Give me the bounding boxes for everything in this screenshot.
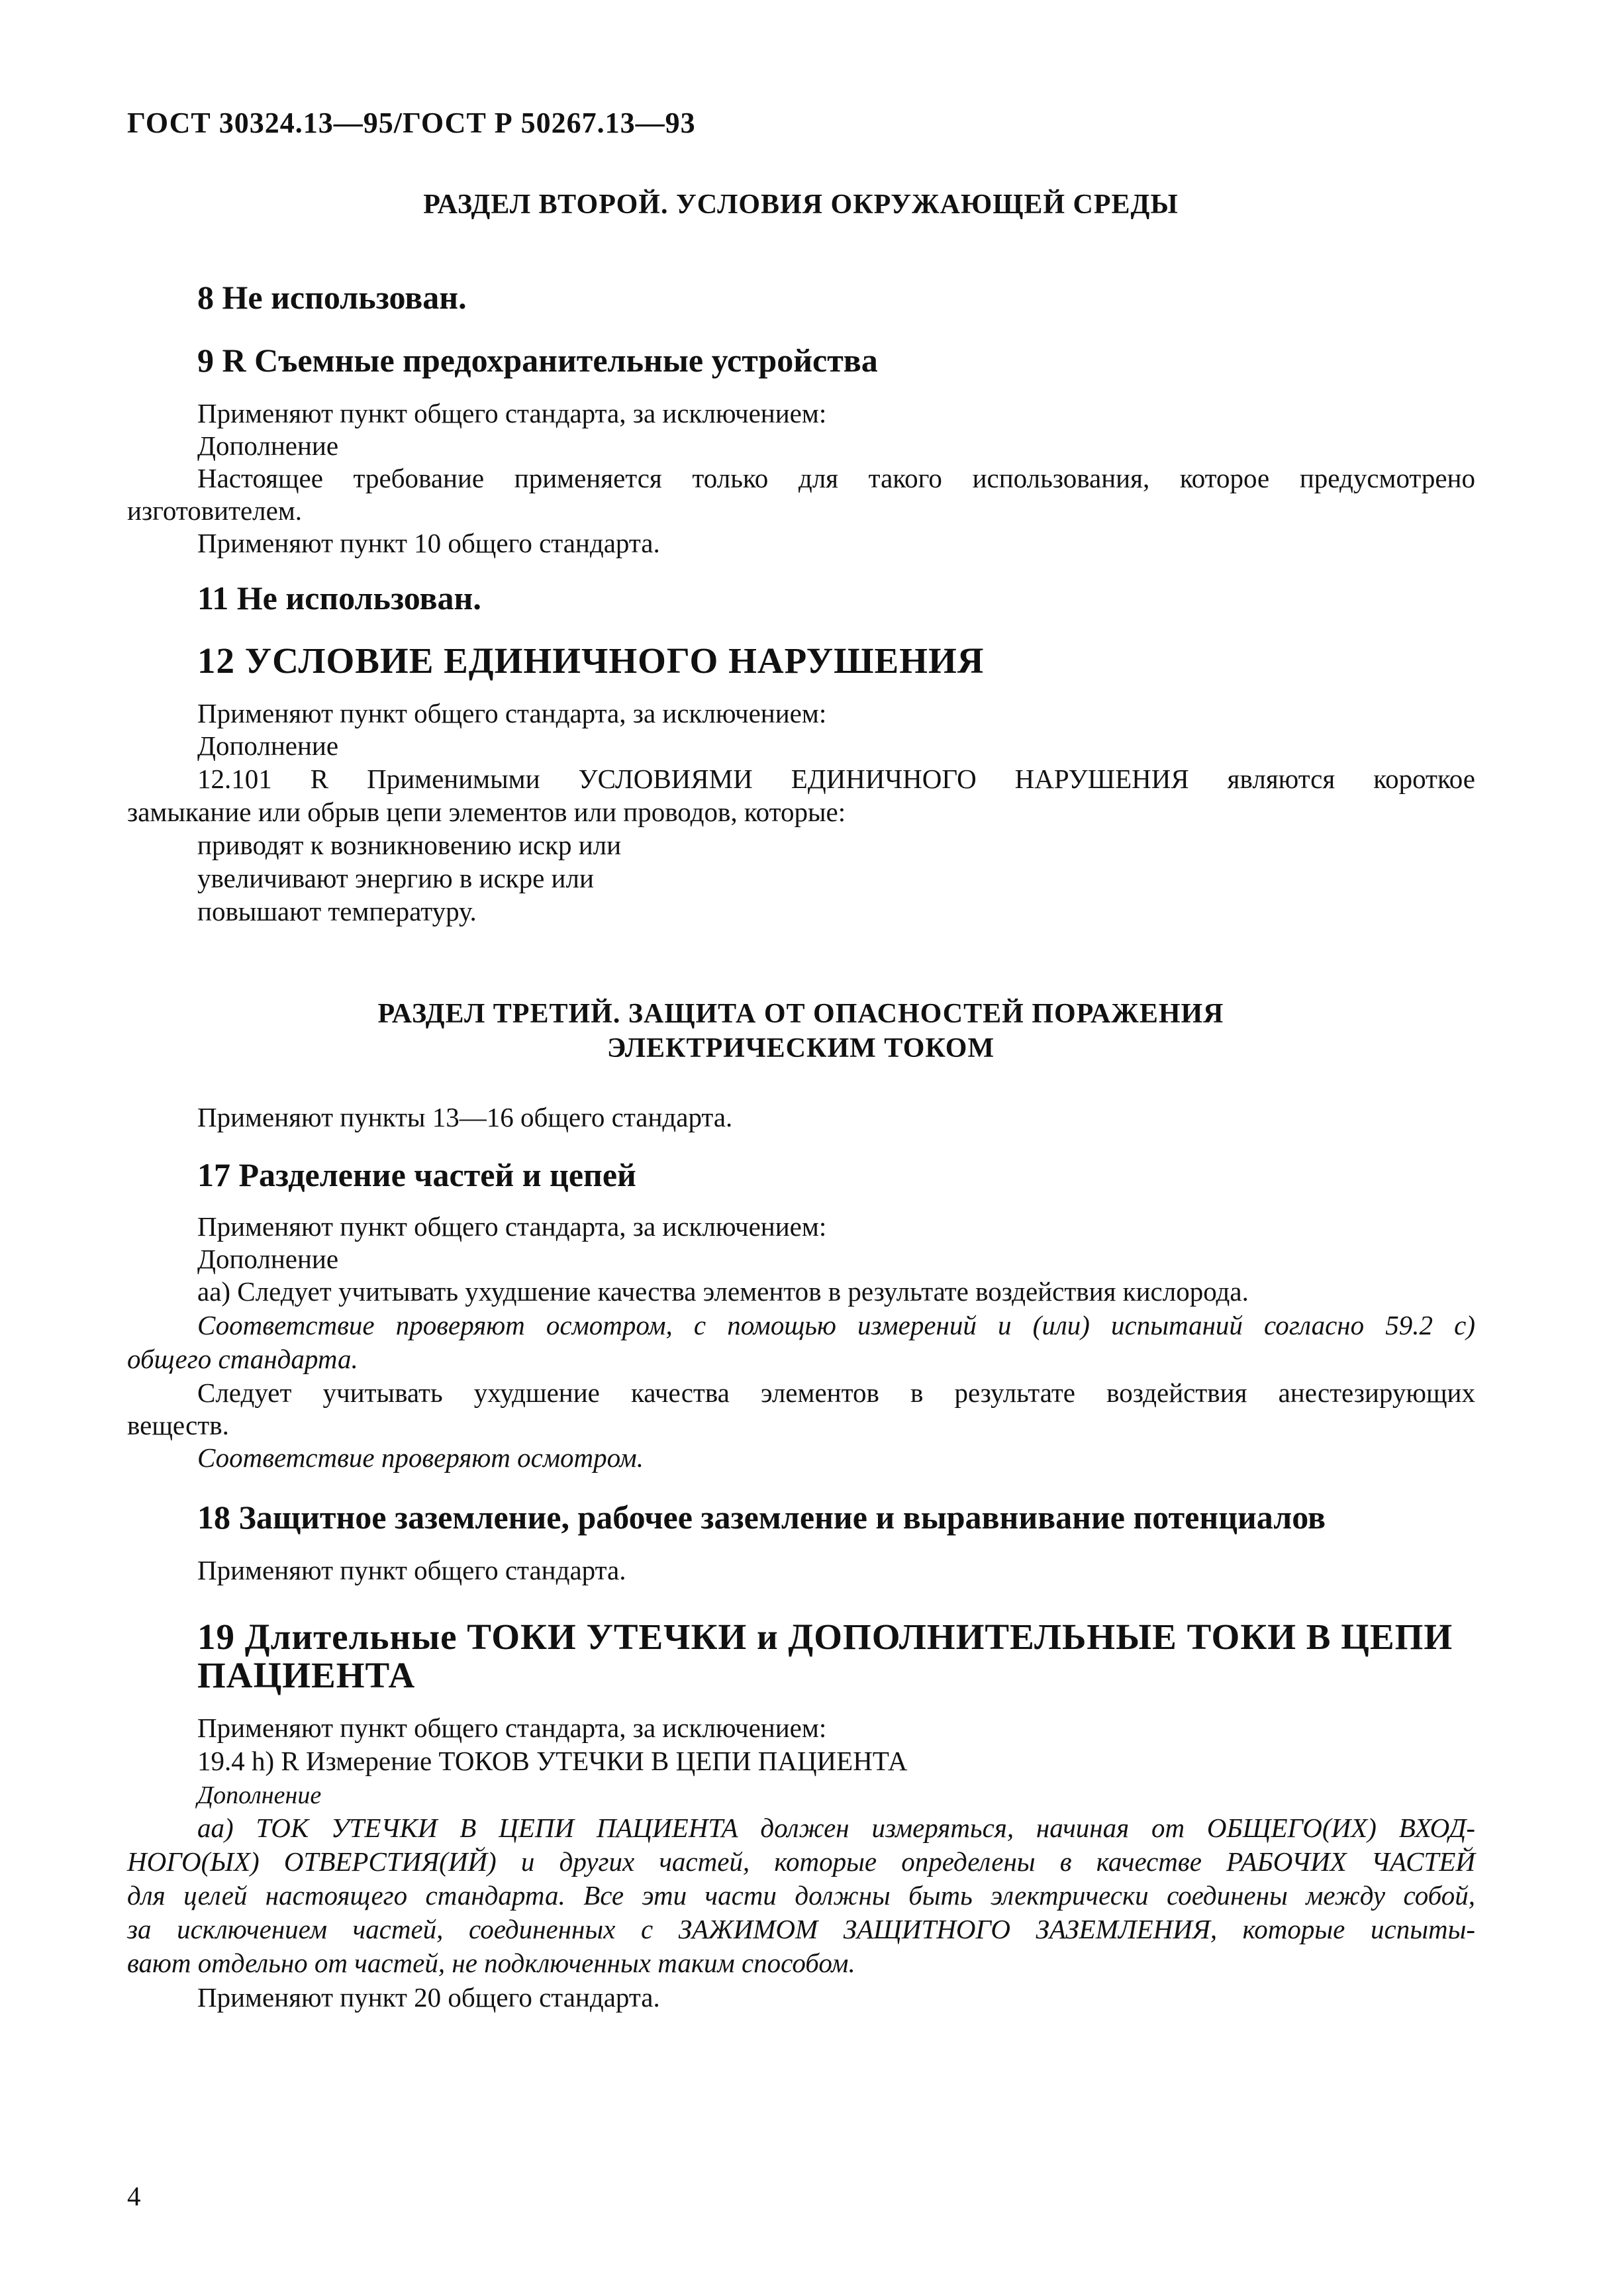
paragraph-line-italic: вают отдельно от частей, не подключенных таким способом. — [127, 1948, 855, 1978]
paragraph-line-italic: Соответствие проверяют осмотром. — [197, 1442, 644, 1473]
paragraph-line-italic: за исключением частей, соединенных с ЗАЖИМОМ ЗАЩИТНОГО ЗАЗЕМЛЕНИЯ, которые испыты- — [127, 1914, 1475, 1944]
clause-17-heading: 17 Разделение частей и цепей — [197, 1156, 636, 1193]
paragraph-line: Следует учитывать ухудшение качества элементов в результате воздействия анестезирующих — [197, 1377, 1475, 1408]
paragraph-line: изготовителем. — [127, 495, 303, 526]
paragraph-line: Применяют пункт 20 общего стандарта. — [197, 1982, 660, 2013]
page-number: 4 — [127, 2181, 141, 2211]
clause-9-heading: 9 R Съемные предохранительные устройства — [197, 342, 878, 379]
clause-19-heading-line2: ПАЦИЕНТА — [197, 1655, 416, 1695]
paragraph-line-italic: НОГО(ЫХ) ОТВЕРСТИЯ(ИЙ) и других частей, которые определены в качестве РАБОЧИХ ЧАСТЕЙ — [127, 1846, 1475, 1877]
paragraph-line: Дополнение — [197, 730, 339, 761]
standard-code-header: ГОСТ 30324.13—95/ГОСТ Р 50267.13—93 — [127, 107, 696, 139]
paragraph-line: Применяют пункт 10 общего стандарта. — [197, 528, 660, 558]
paragraph-line-italic: аа) ТОК УТЕЧКИ В ЦЕПИ ПАЦИЕНТА должен измеряться, начиная от ОБЩЕГО(ИХ) ВХОД- — [197, 1813, 1475, 1843]
section-three-title-line2: ЭЛЕКТРИЧЕСКИМ ТОКОМ — [606, 1033, 995, 1064]
section-three-title-line1: РАЗДЕЛ ТРЕТИЙ. ЗАЩИТА ОТ ОПАСНОСТЕЙ ПОРАЖЕНИЯ — [377, 999, 1224, 1029]
section-two-title: РАЗДЕЛ ВТОРОЙ. УСЛОВИЯ ОКРУЖАЮЩЕЙ СРЕДЫ — [423, 189, 1179, 220]
paragraph-line: Настоящее требование применяется только для такого использования, которое предусмотрено — [197, 463, 1475, 493]
clause-19-heading-line1: 19 Длительные ТОКИ УТЕЧКИ и ДОПОЛНИТЕЛЬНЫЕ ТОКИ В ЦЕПИ — [197, 1617, 1453, 1657]
paragraph-line: веществ. — [127, 1410, 229, 1440]
paragraph-line-italic: Соответствие проверяют осмотром, с помощью измерений и (или) испытаний согласно 59.2 с) — [197, 1310, 1475, 1340]
paragraph-line: аа) Следует учитывать ухудшение качества элементов в результате воздействия кислорода. — [197, 1276, 1249, 1307]
paragraph-line: Применяют пункты 13—16 общего стандарта. — [197, 1102, 733, 1132]
paragraph-line: Применяют пункт общего стандарта. — [197, 1555, 626, 1585]
clause-8-heading: 8 Не использован. — [197, 279, 467, 316]
paragraph-line: Применяют пункт общего стандарта, за исключением: — [197, 1211, 827, 1242]
paragraph-line: Применяют пункт общего стандарта, за исключением: — [197, 398, 827, 428]
paragraph-line: 12.101 R Применимыми УСЛОВИЯМИ ЕДИНИЧНОГО НАРУШЕНИЯ являются короткое — [197, 764, 1475, 794]
paragraph-line: Применяют пункт общего стандарта, за исключением: — [197, 698, 827, 728]
clause-18-heading: 18 Защитное заземление, рабочее заземление и выравнивание потенциалов — [197, 1499, 1326, 1536]
paragraph-line: замыкание или обрыв цепи элементов или проводов, которые: — [127, 797, 846, 827]
paragraph-line: Применяют пункт общего стандарта, за исключением: — [197, 1713, 827, 1743]
list-item: повышают температуру. — [197, 896, 477, 926]
paragraph-line-italic: Дополнение — [197, 1781, 322, 1809]
clause-12-heading: 12 УСЛОВИЕ ЕДИНИЧНОГО НАРУШЕНИЯ — [197, 640, 985, 681]
list-item: приводят к возникновению искр или — [197, 830, 622, 860]
paragraph-line: 19.4 h) R Измерение ТОКОВ УТЕЧКИ В ЦЕПИ ПАЦИЕНТА — [197, 1746, 908, 1776]
paragraph-line: Дополнение — [197, 1244, 339, 1274]
list-item: увеличивают энергию в искре или — [197, 863, 594, 893]
paragraph-line: Дополнение — [197, 430, 339, 461]
paragraph-line-italic: общего стандарта. — [127, 1344, 358, 1374]
clause-11-heading: 11 Не использован. — [197, 579, 481, 617]
paragraph-line-italic: для целей настоящего стандарта. Все эти части должны быть электрически соединены между собой, — [127, 1880, 1475, 1911]
